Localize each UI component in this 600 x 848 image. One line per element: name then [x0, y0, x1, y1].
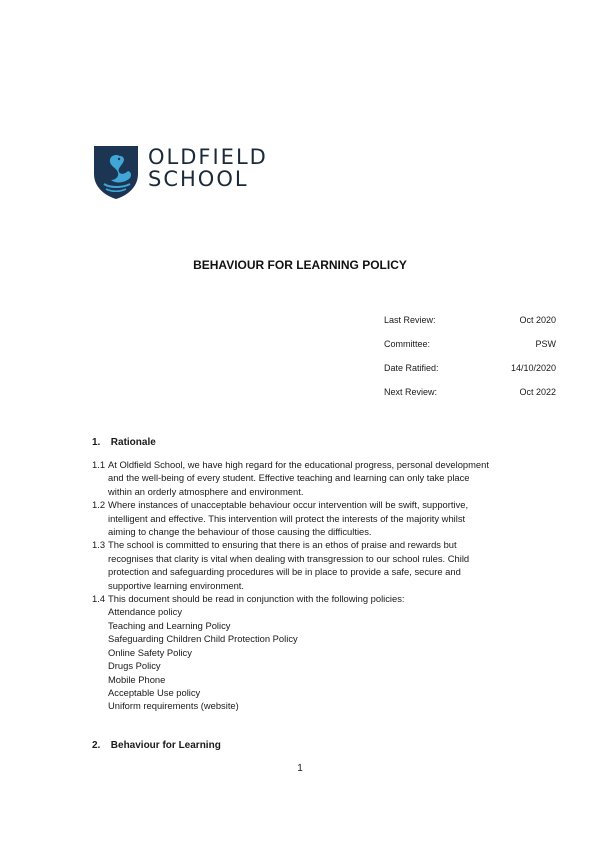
- list-item: [92, 538, 532, 592]
- section-title: Rationale: [110, 437, 156, 448]
- document-title: BEHAVIOUR FOR LEARNING POLICY: [193, 258, 407, 272]
- meta-value: PSW: [535, 339, 556, 349]
- item-text-line: This document should be read in conjunction with the following policies:: [108, 593, 405, 605]
- meta-value: 14/10/2020: [510, 363, 556, 373]
- rationale-items: [92, 458, 532, 713]
- item-number: 1.1: [92, 459, 106, 470]
- item-text-line: The school is committed to ensuring that there is an ethos of praise and rewards but: [108, 539, 457, 551]
- swan-shield-icon: [92, 144, 140, 200]
- meta-row-next-review: [384, 387, 556, 411]
- item-text-line: At Oldfield School, we have high regard for the educational progress, personal development: [108, 459, 489, 470]
- list-item: [92, 592, 532, 713]
- list-item: [92, 498, 532, 538]
- meta-row-date-ratified: [384, 363, 556, 387]
- meta-label: Last Review:: [384, 315, 436, 325]
- item-text-line: protection and safeguarding procedures will be in place to provide a safe, secure and: [108, 566, 461, 578]
- meta-value: Oct 2020: [519, 315, 556, 325]
- policy-list-item: Safeguarding Children Child Protection Policy: [108, 633, 298, 645]
- section-number: 2.: [92, 740, 101, 751]
- item-text-line: supportive learning environment.: [108, 579, 245, 591]
- meta-row-committee: [384, 339, 556, 363]
- policy-list-item: Acceptable Use policy: [108, 686, 201, 698]
- policy-list-item: Teaching and Learning Policy: [108, 619, 231, 631]
- item-number: 1.2: [92, 499, 106, 511]
- meta-label: Committee:: [384, 339, 431, 349]
- logo-line-1: OLDFIELD: [148, 145, 268, 169]
- school-logo: [92, 144, 282, 204]
- section-title: Behaviour for Learning: [110, 740, 221, 751]
- review-metadata: [384, 315, 556, 411]
- item-text-line: within an orderly atmosphere and environment.: [108, 485, 304, 497]
- item-number: 1.3: [92, 539, 106, 551]
- item-text-line: and the well-being of every student. Effective teaching and learning can only take place: [108, 472, 470, 484]
- policy-list-item: Drugs Policy: [108, 660, 161, 672]
- policy-list-item: Online Safety Policy: [108, 646, 192, 658]
- item-text-line: Where instances of unacceptable behaviour occur intervention will be swift, supportive,: [108, 499, 469, 511]
- item-text-line: recognises that clarity is vital when dealing with transgression to our school rules. Child: [108, 552, 470, 564]
- policy-list-item: Mobile Phone: [108, 673, 166, 685]
- item-text-line: intelligent and effective. This intervention will protect the interests of the majority whilst: [108, 512, 466, 524]
- section-heading-rationale: [92, 437, 156, 448]
- section-heading-behaviour-for-learning: [92, 740, 221, 751]
- item-text-line: aiming to change the behaviour of those causing the difficulties.: [108, 526, 372, 538]
- meta-value: Oct 2022: [519, 387, 556, 397]
- meta-row-last-review: [384, 315, 556, 339]
- item-number: 1.4: [92, 593, 106, 605]
- logo-wordmark: [148, 146, 268, 190]
- policy-list-item: Attendance policy: [108, 606, 183, 618]
- list-item: [92, 458, 532, 498]
- meta-label: Date Ratified:: [384, 363, 439, 373]
- policy-list-item: Uniform requirements (website): [108, 700, 239, 712]
- page-number: 1: [297, 763, 303, 774]
- logo-line-2: SCHOOL: [148, 167, 249, 191]
- meta-label: Next Review:: [384, 387, 438, 397]
- section-number: 1.: [92, 437, 101, 448]
